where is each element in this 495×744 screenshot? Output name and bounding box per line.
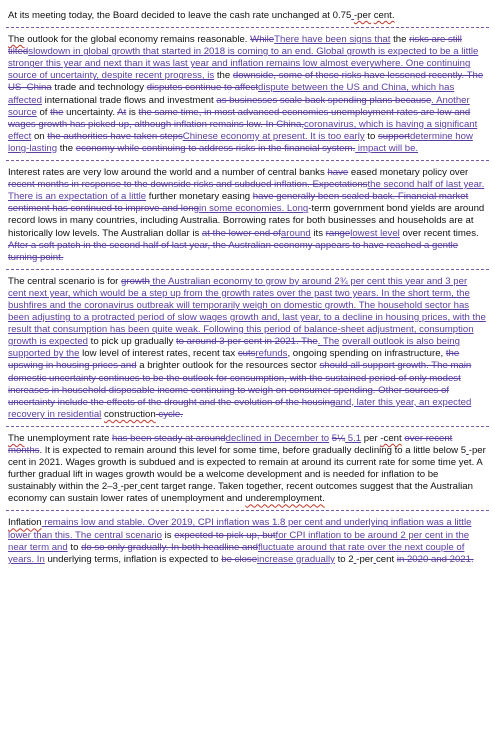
deleted-text: downside, some of these risks have lessened recently. The US–China	[8, 70, 484, 94]
misspelled-word: -per	[353, 10, 372, 21]
inserted-text: impact will be.	[355, 142, 419, 154]
deleted-text: the upswing in housing prices and	[8, 348, 460, 372]
body-text: uncertainty.	[63, 106, 118, 118]
paragraph-inflation	[6, 515, 489, 571]
paragraph-interest-rates	[6, 165, 489, 270]
inserted-text: around	[280, 227, 311, 239]
misspelled-word: The	[8, 432, 25, 444]
deleted-text: as businesses scale back spending plans because	[216, 94, 432, 106]
inserted-text: determine how long-lasting	[8, 130, 473, 154]
inserted-text: dispute between the US and China, which has affected	[8, 82, 455, 106]
body-text: trade and technology	[51, 82, 147, 94]
body-text: -term government bond yields are around record lows in many countries, including Australia. Borrowing rates for both businesses and households are at historically low levels. The Australian dollar is	[8, 203, 485, 239]
body-text: to 2	[334, 553, 354, 565]
deleted-text: in 2020 and 2021.	[396, 553, 474, 565]
deleted-text: range	[325, 227, 351, 239]
paragraph-global-economy	[6, 32, 489, 161]
deleted-text: be close	[221, 553, 258, 565]
body-text: the	[390, 34, 410, 46]
body-text: low level of interest rates, recent tax	[79, 348, 238, 360]
deleted-text: 5¼	[331, 432, 346, 444]
body-text: -per	[120, 481, 138, 493]
body-text: the	[57, 142, 76, 154]
deleted-text: At	[117, 106, 127, 118]
body-text: to	[364, 130, 378, 142]
deleted-text: do so only gradually. In both headline and	[81, 541, 258, 553]
body-text: its	[310, 227, 326, 239]
inserted-text: increase gradually	[257, 553, 335, 565]
body-text: the	[214, 70, 233, 82]
inserted-text: and, later this year, an expected recovery in residential	[8, 396, 472, 420]
misspelled-word: underemployment.	[245, 493, 325, 505]
inserted-text: coronavirus, which is having a significant effect	[8, 118, 478, 142]
body-text: cent	[376, 553, 397, 565]
deleted-text: risks are still tilted	[8, 34, 462, 58]
inserted-text: the Australian economy to grow by around 2¾ per cent this year and 3 per cent next year, which would be a step up from the growth rates over the past two years. In the short term, the bushfires and the coronavirus outbreak will temporarily weigh on domestic growth. The household sector has been adjusting to a protracted period of slow wages growth and, last year, to a decline in housing prices, with the result that consumption has been quite weak. Following this period of balance-sheet adjustment, consumption growth is expected	[8, 275, 486, 348]
body-text: on	[31, 130, 48, 142]
paragraph-text	[8, 167, 487, 264]
deleted-text: the same time, in most advanced economies unemployment rates are low and wages growth has picked up, although inflation remains low. In China,	[8, 106, 471, 130]
body-text: to pick up gradually	[88, 336, 176, 348]
inserted-text: . Another source	[8, 94, 470, 118]
inserted-text: Chinese economy at present. It is too early	[182, 130, 365, 142]
inserted-text: fluctuate around that rate over the next couple of years. In	[8, 541, 465, 565]
body-text: At its meeting today, the Board decided to leave the cash rate unchanged at 0.75	[8, 10, 352, 21]
paragraph-text	[8, 517, 487, 565]
misspelled-word: construction	[104, 408, 156, 420]
inserted-text: for CPI inflation to be around 2 per cent in the near term and	[8, 529, 470, 553]
body-text: cent in 2021. Wages growth is subdued and is expected to remain at around its current rate for some time yet. A further gradual lift in wages growth would be a welcome development and is needed for inflation to be sustainably within the 2–3	[8, 457, 483, 493]
inserted-text: slowdown in global growth that started in 2018 is coming to an end. Global growth is expected to be a little stronger this year and next than it was last year and inflation remains low almost everywhere. One continuing source of uncertainty, despite recent progress, is	[8, 46, 479, 82]
body-text: international trade flows and investment	[41, 94, 217, 106]
deleted-text: recent months in response to the downside risks and subdued inflation. Expectations	[8, 179, 368, 191]
paragraph-text	[8, 276, 487, 421]
deleted-text: growth	[121, 275, 150, 287]
deleted-text: have generally been scaled back. Financial market sentiment has continued to improve and long	[8, 191, 469, 215]
deleted-text: While	[250, 34, 275, 46]
body-text: is	[161, 529, 175, 541]
body-text: cent target range. Taken together, recent outcomes suggest that the Australian economy can sustain lower rates of unemployment and	[8, 481, 473, 505]
inserted-text: declined in December to	[225, 432, 330, 444]
body-text: . It is expected to remain around this level for some time, before gradually declining to a little below 5	[39, 445, 467, 456]
deleted-text: disputes continue to affect	[146, 82, 258, 94]
body-text: per	[361, 432, 381, 444]
body-text: further monetary easing	[146, 191, 253, 203]
inserted-text: overall outlook is also being supported by the	[8, 336, 460, 360]
body-text: , ongoing spending on infrastructure,	[287, 348, 446, 360]
body-text: -per	[356, 553, 374, 565]
deleted-text: economy while continuing to address risks in the financial system.	[75, 142, 356, 154]
misspelled-word: -cent	[380, 432, 402, 444]
deleted-text: expected to pick up, but	[174, 529, 276, 541]
inserted-text: . The	[317, 336, 340, 348]
deleted-text: the	[50, 106, 64, 118]
deleted-text: to around 3 per cent in 2021. The	[176, 336, 318, 348]
misspelled-word: cent.	[373, 10, 395, 21]
deleted-text: at the lower end of	[201, 227, 281, 239]
deleted-text: cuts	[237, 348, 256, 360]
deleted-text: should all support growth. The main domestic uncertainty continues to be the outlook for consumption, with the sustained period of only modest increases in household disposable income continuing to weigh on consumer spending. Other sources of uncertainty include the effects of the drought and the evolution of the housing	[8, 360, 472, 408]
body-text: underlying terms, inflation is expected to	[44, 553, 222, 565]
deleted-text: cycle.	[155, 408, 183, 420]
paragraph-text	[8, 433, 487, 506]
inserted-text: refunds	[255, 348, 288, 360]
deleted-text: has been steady at around	[112, 432, 226, 444]
body-text: to	[67, 541, 82, 553]
paragraph-unemployment	[6, 431, 489, 512]
body-text: is	[126, 106, 139, 118]
inserted-text: 5.1	[345, 432, 362, 444]
misspelled-word: The	[8, 34, 25, 46]
misspelled-word: Inflation	[8, 517, 42, 529]
body-text: of	[36, 106, 51, 118]
inserted-text: remains low and stable. Over 2019, CPI inflation was 1.8 per cent and underlying inflation was a little lower than this. The central scenario	[8, 517, 472, 541]
body-text: over recent times.	[399, 227, 479, 239]
deleted-text: the authorities have taken steps	[47, 130, 183, 142]
body-text: The central scenario is for	[8, 275, 122, 287]
deleted-text: over recent months	[8, 432, 453, 456]
deleted-text: support	[377, 130, 410, 142]
inserted-text: in some economies. Long	[198, 203, 309, 215]
paragraph-text	[8, 34, 487, 155]
paragraph-text	[8, 10, 487, 22]
body-text: a brighter outlook for the resources sector	[136, 360, 320, 372]
paragraph-cash-rate	[6, 8, 489, 28]
inserted-text: lowest level	[350, 227, 400, 239]
body-text: unemployment rate	[24, 432, 113, 444]
body-text: -per	[468, 445, 486, 456]
inserted-text: There have been signs that	[274, 34, 391, 46]
inserted-text: the second half of last year. There is an expectation of a little	[8, 179, 485, 203]
paragraph-central-scenario	[6, 274, 489, 427]
deleted-text: After a soft patch in the second half of last year, the Australian economy appears to have reached a gentle turning point.	[8, 239, 459, 263]
body-text: eased monetary policy over	[348, 167, 469, 179]
body-text: outlook for the global economy remains reasonable.	[24, 34, 251, 46]
body-text: Interest rates are very low around the world and a number of central banks	[8, 167, 328, 179]
deleted-text: have	[327, 167, 349, 179]
